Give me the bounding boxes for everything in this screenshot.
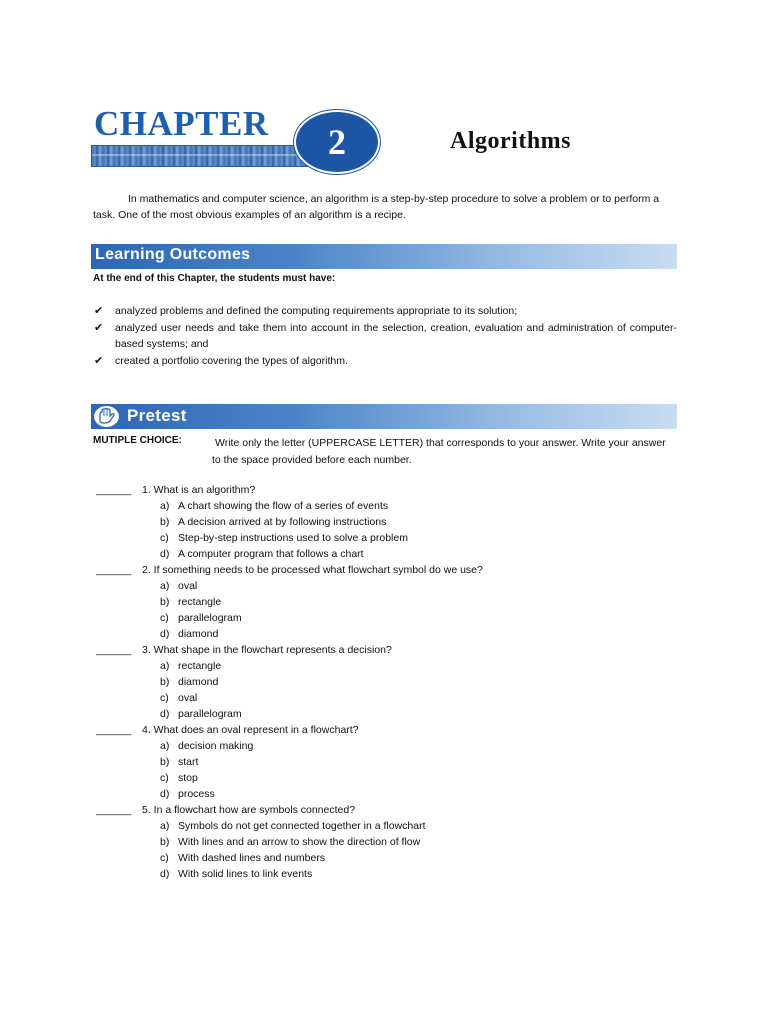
option-row [96, 770, 676, 786]
outcome-text: created a portfolio covering the types of algorithm. [115, 354, 348, 367]
question-text: 1. What is an algorithm? [142, 484, 256, 496]
option-letter: b) [160, 516, 170, 528]
option-letter: b) [160, 756, 170, 768]
option-row [96, 818, 676, 834]
answer-blank[interactable]: ______ [96, 804, 132, 816]
hand-icon [93, 405, 120, 428]
option-text: rectangle [178, 596, 222, 608]
question-text: 2. If something needs to be processed what flowchart symbol do we use? [142, 564, 483, 576]
option-text: decision making [178, 740, 254, 752]
option-row [96, 834, 676, 850]
option-text: With solid lines to link events [178, 868, 313, 880]
option-text: Symbols do not get connected together in a flowchart [178, 820, 426, 832]
answer-blank[interactable]: ______ [96, 644, 132, 656]
question-row [96, 722, 676, 738]
learning-outcomes-list [93, 303, 677, 369]
option-text: Step-by-step instructions used to solve a problem [178, 532, 408, 544]
option-letter: b) [160, 596, 170, 608]
outcome-text: analyzed user needs and take them into account in the selection, creation, evaluation and administration of computer-based systems; and [115, 321, 677, 350]
option-letter: d) [160, 788, 170, 800]
option-text: A chart showing the flow of a series of events [178, 500, 389, 512]
learning-outcomes-heading: Learning Outcomes [95, 246, 251, 263]
learning-outcomes-banner [91, 244, 677, 269]
pretest-heading: Pretest [127, 406, 187, 425]
option-row [96, 754, 676, 770]
option-row [96, 706, 676, 722]
option-row [96, 578, 676, 594]
chapter-number-badge: 2 [294, 110, 380, 174]
option-text: With dashed lines and numbers [178, 852, 326, 864]
option-row [96, 690, 676, 706]
option-text: parallelogram [178, 612, 242, 624]
option-letter: c) [160, 532, 169, 544]
outcome-item [93, 303, 677, 320]
checkmark-icon: ✔ [94, 304, 104, 317]
checkmark-icon: ✔ [94, 320, 104, 334]
chapter-decorative-bar [91, 145, 318, 167]
option-letter: a) [160, 740, 170, 752]
answer-blank[interactable]: ______ [96, 484, 132, 496]
option-text: rectangle [178, 660, 222, 672]
intro-paragraph: In mathematics and computer science, an algorithm is a step-by-step procedure to solve a problem or to perform a task. One of the most obvious examples of an algorithm is a recipe. [93, 193, 660, 221]
option-row [96, 498, 676, 514]
option-letter: a) [160, 660, 170, 672]
option-letter: a) [160, 580, 170, 592]
option-text: diamond [178, 628, 219, 640]
option-text: A computer program that follows a chart [178, 548, 364, 560]
option-row [96, 866, 676, 882]
option-letter: c) [160, 612, 169, 624]
option-row [96, 658, 676, 674]
option-text: start [178, 756, 199, 768]
multiple-choice-label: MUTIPLE CHOICE: [93, 435, 182, 446]
option-text: process [178, 788, 215, 800]
checkmark-icon: ✔ [94, 353, 104, 367]
option-row [96, 626, 676, 642]
question-row [96, 642, 676, 658]
option-row [96, 674, 676, 690]
option-letter: b) [160, 836, 170, 848]
pretest-banner [91, 404, 677, 429]
question-row [96, 802, 676, 818]
option-text: diamond [178, 676, 219, 688]
option-row [96, 610, 676, 626]
learning-outcomes-lead: At the end of this Chapter, the students must have: [93, 273, 336, 284]
answer-blank[interactable]: ______ [96, 564, 132, 576]
option-row [96, 514, 676, 530]
option-text: stop [178, 772, 198, 784]
chapter-title: Algorithms [450, 128, 571, 154]
pretest-questions [96, 482, 676, 882]
option-row [96, 594, 676, 610]
option-letter: d) [160, 628, 170, 640]
option-letter: c) [160, 692, 169, 704]
option-letter: d) [160, 708, 170, 720]
chapter-word: CHAPTER [94, 104, 269, 143]
option-letter: d) [160, 548, 170, 560]
option-text: A decision arrived at by following instructions [178, 516, 387, 528]
option-row [96, 738, 676, 754]
multiple-choice-instructions: Write only the letter (UPPERCASE LETTER) that corresponds to your answer. Write your answer to the space provided before each number. [212, 437, 666, 466]
answer-blank[interactable]: ______ [96, 724, 132, 736]
option-text: parallelogram [178, 708, 242, 720]
question-text: 4. What does an oval represent in a flowchart? [142, 724, 359, 736]
question-text: 5. In a flowchart how are symbols connected? [142, 804, 356, 816]
option-row [96, 850, 676, 866]
option-text: With lines and an arrow to show the direction of flow [178, 836, 421, 848]
option-row [96, 530, 676, 546]
option-letter: c) [160, 852, 169, 864]
option-letter: c) [160, 772, 169, 784]
question-text: 3. What shape in the flowchart represents a decision? [142, 644, 392, 656]
option-letter: a) [160, 500, 170, 512]
outcome-text: analyzed problems and defined the computing requirements appropriate to its solution; [115, 305, 518, 317]
outcome-item [93, 320, 677, 353]
option-letter: a) [160, 820, 170, 832]
question-row [96, 562, 676, 578]
option-letter: b) [160, 676, 170, 688]
question-row [96, 482, 676, 498]
option-text: oval [178, 692, 198, 704]
option-row [96, 786, 676, 802]
option-letter: d) [160, 868, 170, 880]
option-text: oval [178, 580, 198, 592]
option-row [96, 546, 676, 562]
outcome-item [93, 353, 677, 370]
